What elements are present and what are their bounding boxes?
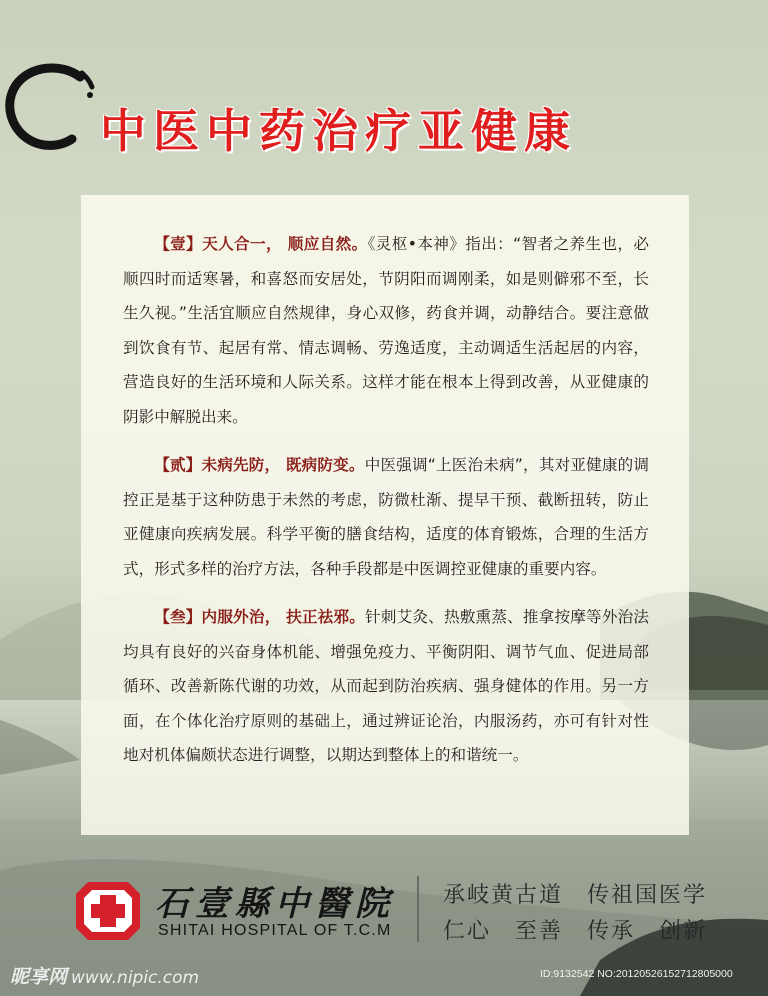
paragraph-1-body: 《灵枢•本神》指出：“智者之养生也，必顺四时而适寒暑，和喜怒而安居处，节阴阳而调刚柔，如是则僻邪不至，长生久视。”生活宜顺应自然规律，身心双修，药食并调，动静结合。要注意做到饮食有节、起居有常、情志调畅、劳逸适度，主动调适生活起居的内容，营造良好的生活环境和人际关系。这样才能在根本上得到改善，从亚健康的阴影中解脱出来。 — [123, 235, 649, 426]
nipic-watermark — [10, 962, 199, 989]
red-cross-logo-icon — [70, 878, 146, 944]
image-id-label: ID:9132542 NO:20120526152712805000 — [540, 968, 733, 980]
paragraph-3-heading: 【叁】内服外治， 扶正祛邪。 — [154, 608, 366, 626]
content-panel — [81, 195, 689, 835]
footer-divider — [417, 876, 419, 942]
paragraph-1-heading: 【壹】天人合一， 顺应自然。 — [154, 235, 368, 253]
slogan-line-2: 仁心 至善 传承 创新 — [443, 919, 708, 944]
watermark-brand: 昵享网 — [10, 966, 68, 988]
paragraph-2-body: 中医强调“上医治未病”，其对亚健康的调控正是基于这种防患于未然的考虑，防微杜渐、提早干预、截断扭转，防止亚健康向疾病发展。科学平衡的膳食结构，适度的体育锻炼，合理的生活方式，形式多样的治疗方法，各种手段都是中医调控亚健康的重要内容。 — [123, 456, 649, 578]
paragraph-3 — [123, 600, 649, 773]
paragraph-2 — [123, 448, 649, 586]
paragraph-2-heading: 【贰】未病先防， 既病防变。 — [154, 456, 365, 474]
hospital-name-chinese: 石壹縣中醫院 — [155, 884, 395, 924]
paragraph-1 — [123, 227, 649, 434]
slogan-line-1: 承岐黄古道 传祖国医学 — [443, 883, 708, 908]
hospital-name-english: SHITAI HOSPITAL OF T.C.M — [158, 922, 392, 939]
ink-brush-circle-icon — [2, 55, 102, 155]
page-title: 中医中药治疗亚健康 — [100, 104, 577, 158]
paragraph-3-body: 针刺艾灸、热敷熏蒸、推拿按摩等外治法均具有良好的兴奋身体机能、增强免疫力、平衡阴阳、调节气血、促进局部循环、改善新陈代谢的功效，从而起到防治疾病、强身健体的作用。另一方面，在个体化治疗原则的基础上，通过辨证论治，内服汤药，亦可有针对性地对机体偏颇状态进行调整，以期达到整体上的和谐统一。 — [123, 608, 649, 764]
watermark-url: www.nipic.com — [71, 968, 200, 988]
